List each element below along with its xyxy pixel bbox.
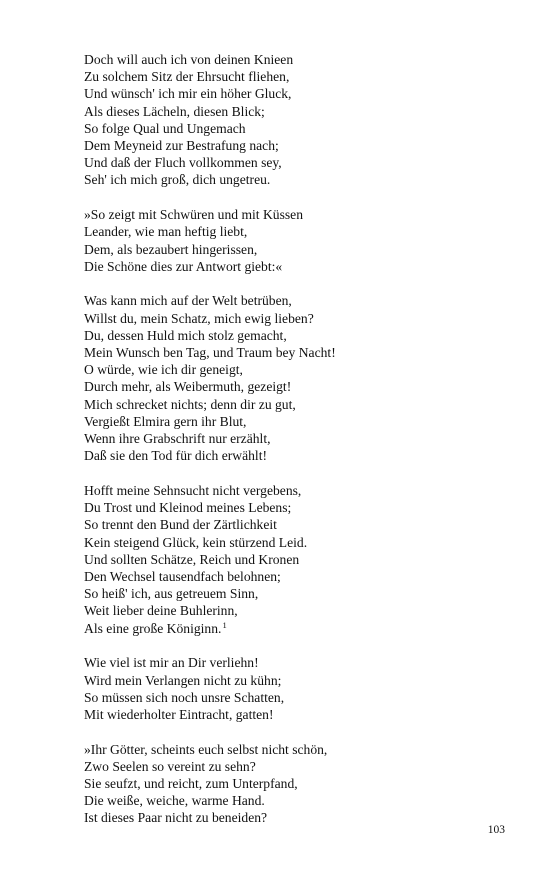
stanza-1	[84, 51, 504, 189]
poem-line: Mich schrecket nichts; denn dir zu gut,	[84, 396, 296, 412]
poem-line: Mein Wunsch ben Tag, und Traum bey Nacht!	[84, 345, 336, 361]
poem-line-text: Als eine große Königinn.	[84, 620, 222, 636]
poem-line: Sie seufzt, und reicht, zum Unterpfand,	[84, 776, 298, 792]
poem-line: Die Schöne dies zur Antwort giebt:«	[84, 258, 283, 274]
stanza-4	[84, 482, 504, 637]
poem-line: Die weiße, weiche, warme Hand.	[84, 793, 265, 809]
poem-line: Und sollten Schätze, Reich und Kronen	[84, 551, 300, 567]
poem-line: Du, dessen Huld mich stolz gemacht,	[84, 327, 287, 343]
poem-line: Doch will auch ich von deinen Knieen	[84, 52, 294, 67]
poem-line: Hofft meine Sehnsucht nicht vergebens,	[84, 482, 302, 498]
poem-line: Ist dieses Paar nicht zu beneiden?	[84, 810, 268, 826]
poem-line: »Ihr Götter, scheints euch selbst nicht schön,	[84, 741, 328, 757]
poem-line: »So zeigt mit Schwüren und mit Küssen	[84, 207, 303, 223]
poem-line: Vergießt Elmira gern ihr Blut,	[84, 413, 247, 429]
poem-line: So trennt den Bund der Zärtlichkeit	[84, 517, 277, 533]
poem-line: Und daß der Fluch vollkommen sey,	[84, 155, 282, 171]
poem-line: Seh' ich mich groß, dich ungetreu.	[84, 172, 271, 188]
poem-line-with-footnote	[84, 620, 504, 637]
stanza-6	[84, 741, 504, 827]
poem-line: O würde, wie ich dir geneigt,	[84, 362, 243, 378]
poem-line: Mit wiederholter Eintracht, gatten!	[84, 706, 274, 722]
poem-line: So folge Qual und Ungemach	[84, 120, 246, 136]
poem-line: Du Trost und Kleinod meines Lebens;	[84, 500, 292, 516]
stanza-3	[84, 292, 504, 464]
poem-text	[84, 51, 504, 844]
poem-line: Daß sie den Tod für dich erwählt!	[84, 448, 268, 464]
stanza-5	[84, 654, 504, 723]
poem-line: Durch mehr, als Weibermuth, gezeigt!	[84, 379, 292, 395]
poem-line: So heiß' ich, aus getreuem Sinn,	[84, 586, 259, 602]
poem-line: Kein steigend Glück, kein stürzend Leid.	[84, 534, 308, 550]
poem-line: Und wünsch' ich mir ein höher Gluck,	[84, 86, 292, 102]
stanza-2	[84, 206, 504, 275]
poem-line: Leander, wie man heftig liebt,	[84, 224, 248, 240]
poem-line: So müssen sich noch unsre Schatten,	[84, 689, 285, 705]
poem-line: Zu solchem Sitz der Ehrsucht fliehen,	[84, 69, 290, 85]
poem-line: Dem, als bezaubert hingerissen,	[84, 241, 258, 257]
poem-line: Wie viel ist mir an Dir verliehn!	[84, 655, 259, 671]
poem-line: Wird mein Verlangen nicht zu kühn;	[84, 672, 282, 688]
poem-line: Was kann mich auf der Welt betrüben,	[84, 293, 292, 309]
poem-line: Weit lieber deine Buhlerinn,	[84, 603, 238, 619]
poem-line: Als dieses Lächeln, diesen Blick;	[84, 103, 265, 119]
page-number: 103	[487, 824, 505, 836]
poem-line: Den Wechsel tausendfach belohnen;	[84, 568, 281, 584]
poem-line: Willst du, mein Schatz, mich ewig lieben?	[84, 310, 314, 326]
poem-line: Wenn ihre Grabschrift nur erzählt,	[84, 431, 271, 447]
poem-line: Dem Meyneid zur Bestrafung nach;	[84, 138, 279, 154]
footnote-marker[interactable]: 1	[222, 619, 227, 630]
poem-line: Zwo Seelen so vereint zu sehn?	[84, 758, 256, 774]
